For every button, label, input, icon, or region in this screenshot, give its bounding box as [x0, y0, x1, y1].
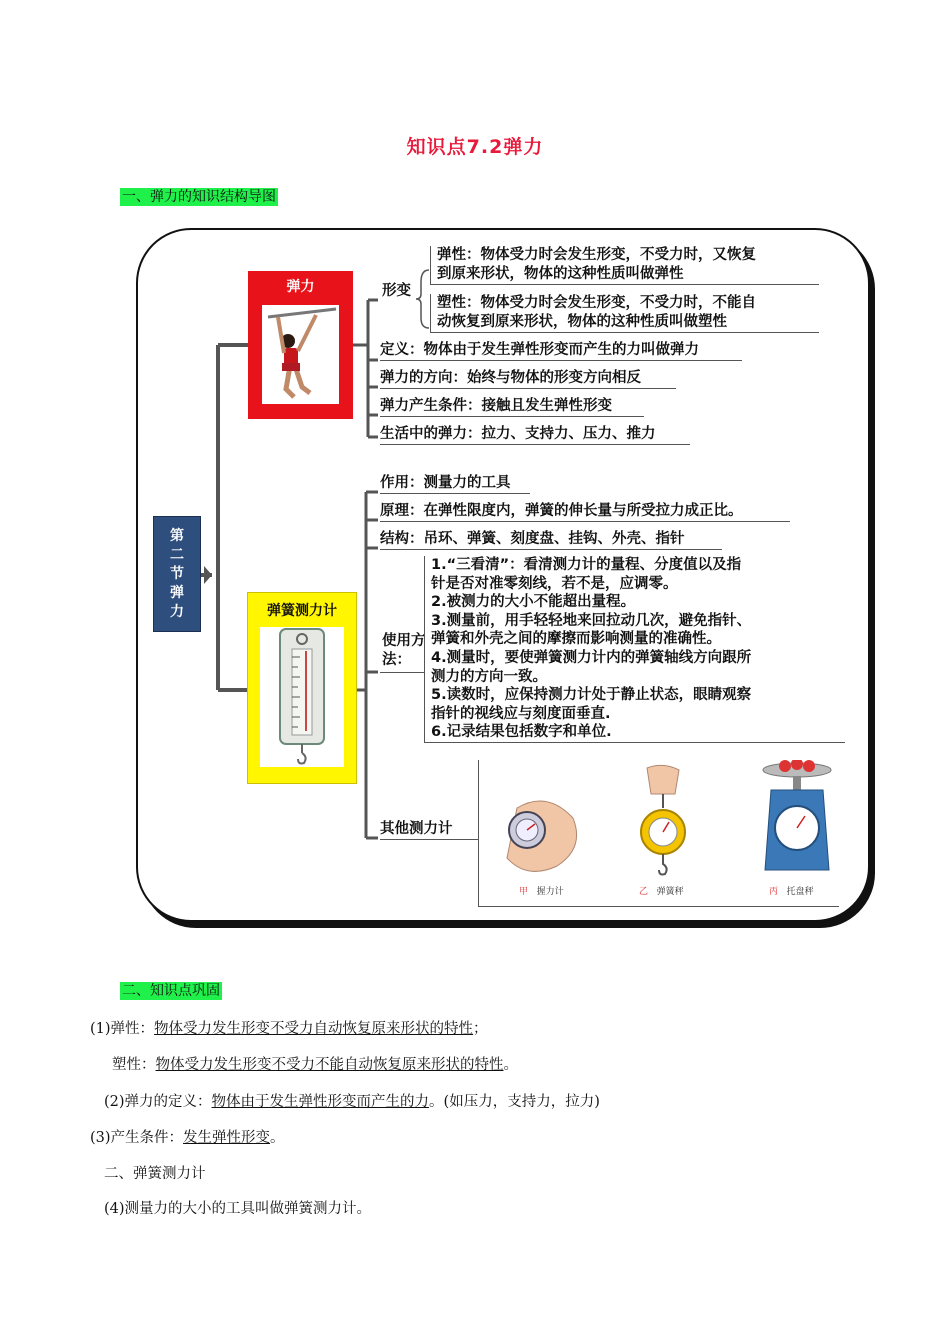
daily-life-node: 生活中的弹力：拉力、支持力、压力、推力: [380, 425, 690, 445]
grip-dynamometer-image: [487, 788, 583, 880]
principle-node: 原理：在弹性限度内，弹簧的伸长量与所受拉力成正比。: [380, 502, 790, 522]
spring-scale-node: 弹簧测力计: [247, 592, 357, 784]
platform-scale-image: [759, 760, 835, 878]
usage-underline: [380, 672, 424, 673]
structure-node: 结构：吊环、弹簧、刻度盘、挂钩、外壳、指针: [380, 530, 722, 550]
usage-steps: 1.“三看清”：看清测力计的量程、分度值以及指 针是否对准零刻线，若不是，应调零。 2.被测力的大小不能超出量程。 3.测量前，用手轻轻地来回拉动几次，避免指针、 弹簧和外壳之间的摩擦而影响测量的准确性。 4.测量时，要使弹簧测力计内的弹簧轴线方向跟所 测力的方向一致。 5.读数时，应保持测力计处于静止状态，眼睛观察 指针的视线应与刻度面垂直. 6.记录结果包括数字和单位.: [424, 556, 845, 743]
spring-scale-image: [260, 627, 344, 767]
condition-node: 弹力产生条件：接触且发生弹性形变: [380, 397, 644, 417]
gauge-caption-spring: 乙 弹簧秤: [639, 887, 684, 897]
section2-heading: 二、知识点巩固: [122, 983, 220, 999]
other-gauges-panel: [478, 760, 839, 907]
page-title: 知识点7.2弹力: [406, 136, 544, 158]
spring-scale-illustration: [260, 627, 344, 767]
review-line-6: (4)测量力的大小的工具叫做弹簧测力计。: [104, 1201, 372, 1217]
direction-node: 弹力的方向：始终与物体的形变方向相反: [380, 369, 676, 389]
review-line-3: (2)弹力的定义：物体由于发生弹性形变而产生的力。(如压力，支持力，拉力): [104, 1094, 600, 1110]
review-line-5: 二、弹簧测力计: [104, 1166, 206, 1182]
gauge-caption-grip: 甲 握力计: [519, 887, 564, 897]
review-line-4: (3)产生条件：发生弹性形变。: [90, 1130, 285, 1146]
mindmap-center-node: 第 二 节 弹 力: [153, 516, 201, 632]
gauge-caption-platform: 丙 托盘秤: [769, 887, 814, 897]
review-line-2: 塑性：物体受力发生形变不受力不能自动恢复原来形状的特性。: [112, 1057, 518, 1073]
function-node: 作用：测量力的工具: [380, 474, 530, 494]
other-gauges-label: 其他测力计: [380, 820, 478, 840]
section1-heading: 一、弹力的知识结构导图: [122, 189, 276, 205]
definition-node: 定义：物体由于发生弹性形变而产生的力叫做弹力: [380, 341, 742, 361]
plasticity-node: 塑性：物体受力时会发生形变，不受力时，不能自 动恢复到原来形状，物体的这种性质叫做塑性: [430, 294, 819, 333]
usage-label: 使用方 法：: [382, 633, 426, 668]
deformation-label: 形变: [382, 283, 411, 299]
spring-balance-image: [629, 764, 699, 880]
elastic-force-node: 弹力: [248, 271, 353, 419]
elasticity-node: 弹性：物体受力时会发生形变，不受力时，又恢复 到原来形状，物体的这种性质叫做弹性: [430, 246, 819, 285]
athlete-illustration: [262, 305, 339, 404]
review-line-1: (1)弹性：物体受力发生形变不受力自动恢复原来形状的特性；: [90, 1021, 488, 1037]
pole-vault-image: [262, 305, 339, 404]
